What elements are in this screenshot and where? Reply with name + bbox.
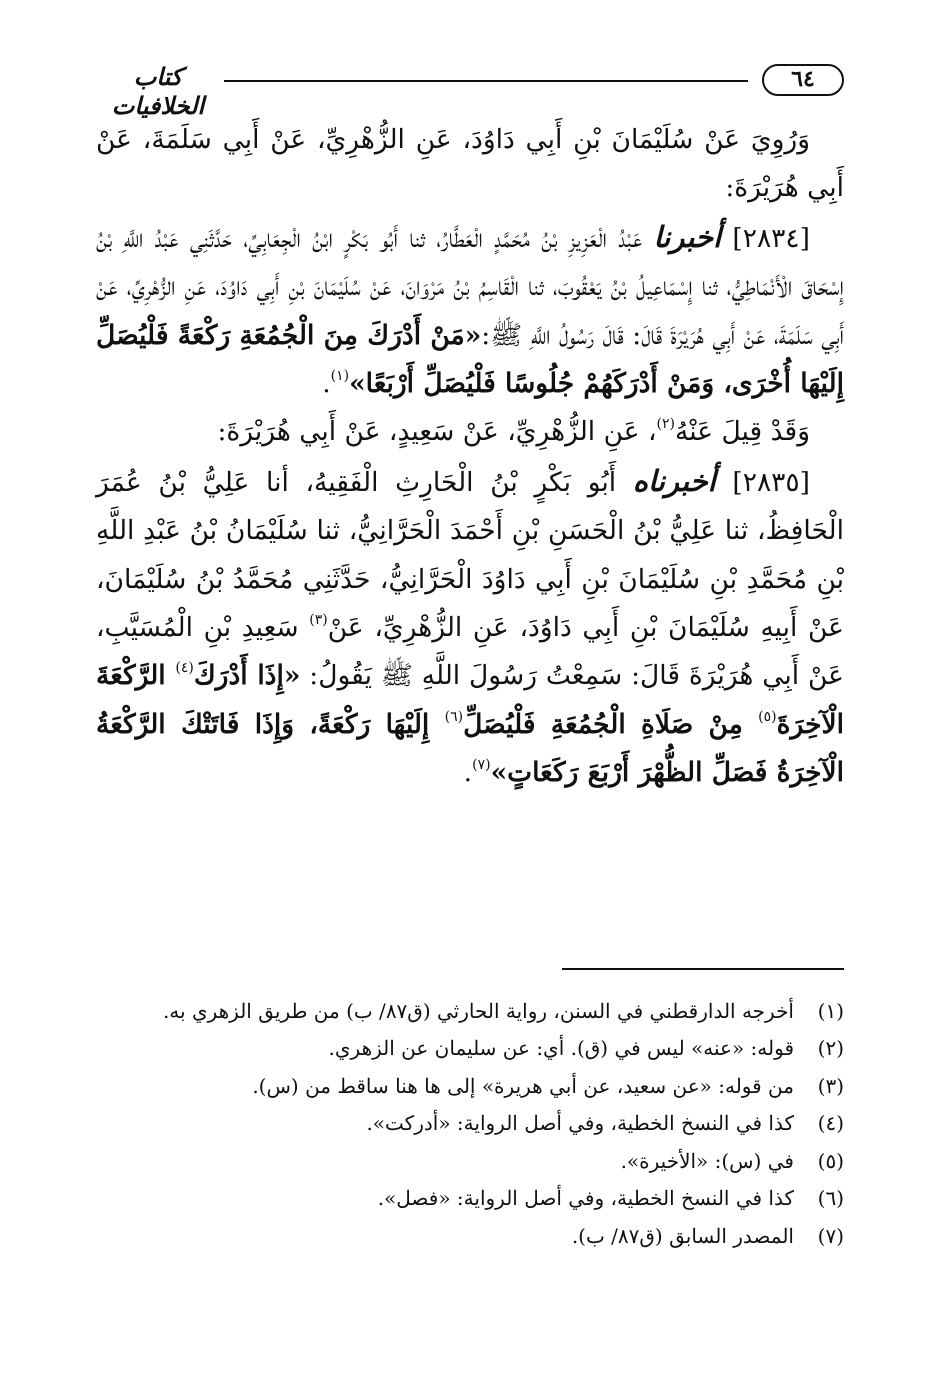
footnote-ref[interactable]: (٥) <box>758 708 777 725</box>
footnote-item <box>96 1105 844 1143</box>
footnote-item <box>96 1217 844 1255</box>
footnote-ref[interactable]: (٢) <box>656 416 676 433</box>
footnote-text: أخرجه الدارقطني في السنن، رواية الحارثي (ق٨٧/ ب) من طريق الزهري به. <box>162 998 794 1023</box>
sentence-end: . <box>322 368 331 400</box>
page-header <box>96 58 844 120</box>
footnote-number: (٣) <box>817 1073 844 1098</box>
footnote-text: من قوله: «عن سعيد، عن أبي هريرة» إلى ها هنا ساقط من (س). <box>252 1073 794 1098</box>
said-text-continued: ، عَنِ الزُّهْرِيِّ، عَنْ سَعِيدٍ، عَنْ أَبِي هُرَيْرَةَ: <box>217 416 657 448</box>
hadith-quote-part: «إِذَا أَدْرَكَ <box>193 660 301 692</box>
footnote-text: كذا في النسخ الخطية، وفي أصل الرواية: «فصل». <box>377 1186 794 1211</box>
hadith-2835 <box>96 457 844 798</box>
footnote-ref[interactable]: (٣) <box>309 612 328 629</box>
footnote-separator <box>562 968 844 970</box>
footnote-text: كذا في النسخ الخطية، وفي أصل الرواية: «أدركت». <box>366 1111 794 1136</box>
paragraph-intro <box>96 116 844 213</box>
hadith-quote: «مَنْ أَدْرَكَ مِنَ الْجُمُعَةِ رَكْعَةً فَلْيُصَلِّ إِلَيْهَا أُخْرَى، وَمَنْ أَدْرَكَهُمْ جُلُوسًا فَلْيُصَلِّ أَرْبَعًا» <box>96 319 844 400</box>
footnote-ref[interactable]: (٤) <box>175 660 194 677</box>
footnote-item <box>96 1142 844 1180</box>
footnote-item <box>96 1067 844 1105</box>
hadith-quote-part: الرَّكْعَةَ الْآخِرَةَ <box>96 660 844 740</box>
sentence-end: . <box>463 757 473 789</box>
isnad-text-continued: سَعِيدِ بْنِ الْمُسَيَّبِ، عَنْ أَبِي هُرَيْرَةَ قَالَ: سَمِعْتُ رَسُولَ اللَّهِ ﷺ يَقُولُ: <box>96 612 844 692</box>
intro-text: وَرُوِيَ عَنْ سُلَيْمَانَ بْنِ أَبِي دَاوُدَ، عَنِ الزُّهْرِيِّ، عَنْ أَبِي سَلَمَةَ، عَنْ أَبِي هُرَيْرَةَ: <box>96 124 844 204</box>
footnote-number: (٧) <box>817 1223 844 1248</box>
footnote-item <box>96 1180 844 1218</box>
footnote-number: (٤) <box>817 1111 844 1136</box>
footnote-text: المصدر السابق (ق٨٧/ ب). <box>571 1223 794 1248</box>
page-number: ٦٤ <box>762 64 844 96</box>
footnote-number: (٥) <box>817 1148 844 1173</box>
footnote-item <box>96 992 844 1030</box>
paragraph-said <box>96 408 844 456</box>
footnote-number: (١) <box>817 998 844 1023</box>
hadith-number: [٢٨٣٤] <box>732 222 810 254</box>
footnote-ref[interactable]: (١) <box>330 368 350 385</box>
hadith-quote-part: مِنْ صَلَاةِ الْجُمُعَةِ فَلْيُصَلِّ <box>463 708 759 740</box>
main-text <box>96 116 844 798</box>
isnad-text: عَبْدُ الْعَزِيزِ بْنُ مُحَمَّدٍ الْعَطَّارُ، ثنا أَبُو بَكْرٍ ابْنُ الْجِعَابِيِّ، حَدَّثَنِي عَبْدُ اللَّهِ بْنُ إِسْحَاقَ الْأَنْمَاطِيُّ، ثنا إِسْمَاعِيلُ بْنُ يَعْقُوبَ، ثنا الْقَاسِمُ بْنُ مَرْوَانَ، عَنْ سُلَيْمَانَ بْنِ أَبِي دَاوُدَ، عَنِ الزُّهْرِيِّ، عَنْ أَبِي سَلَمَةَ، عَنْ أَبِي هُرَيْرَةَ قَالَ: قَالَ رَسُولُ اللَّهِ ﷺ: <box>96 222 844 351</box>
footnote-text: في (س): «الأخيرة». <box>620 1148 794 1173</box>
hadith-quote-part: إِلَيْهَا رَكْعَةً، وَإِذَا فَاتَتْكَ الرَّكْعَةُ الْآخِرَةُ فَصَلِّ الظُّهْرَ أَرْبَعَ رَكَعَاتٍ» <box>96 708 844 789</box>
hadith-2834 <box>96 213 844 409</box>
footnotes-list <box>96 992 844 1255</box>
footnote-text: قوله: «عنه» ليس في (ق). أي: عن سليمان عن الزهري. <box>328 1036 794 1061</box>
footnote-number: (٦) <box>817 1186 844 1211</box>
footnote-item <box>96 1030 844 1068</box>
isnad-text: أَبُو بَكْرٍ بْنُ الْحَارِثِ الْفَقِيهُ، أنا عَلِيُّ بْنُ عُمَرَ الْحَافِظُ، ثنا عَلِيُّ بْنُ الْحَسَنِ بْنِ أَحْمَدَ الْحَرَّانِيُّ، ثنا سُلَيْمَانُ بْنُ عَبْدِ اللَّهِ بْنِ مُحَمَّدِ بْنِ سُلَيْمَانَ بْنِ أَبِي دَاوُدَ الْحَرَّانِيُّ، حَدَّثَنِي مُحَمَّدُ بْنُ سُلَيْمَانَ، عَنْ أَبِيهِ سُلَيْمَانَ بْنِ أَبِي دَاوُدَ، عَنِ الزُّهْرِيِّ، عَنْ <box>96 466 844 644</box>
footnote-ref[interactable]: (٧) <box>472 757 491 774</box>
footnote-ref[interactable]: (٦) <box>444 708 464 725</box>
book-title: كتاب الخلافيات <box>111 62 205 120</box>
said-text: وَقَدْ قِيلَ عَنْهُ <box>675 416 810 448</box>
footnote-number: (٢) <box>817 1036 844 1061</box>
header-rule <box>224 80 748 82</box>
hadith-number: [٢٨٣٥] <box>732 466 810 498</box>
hadith-lead-word: أخبرنا <box>653 219 722 254</box>
hadith-lead-word: أخبرناه <box>632 463 716 498</box>
